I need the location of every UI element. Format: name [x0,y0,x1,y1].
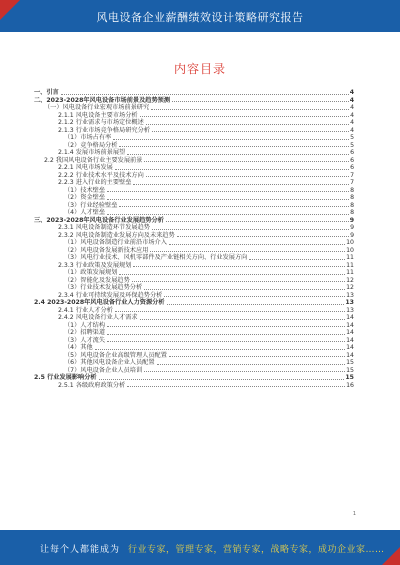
toc-entry-text: （1）人才结构 [64,321,106,329]
toc-entry[interactable] [34,202,354,210]
toc-entry-page: 8 [350,194,354,201]
red-corner-bottom [382,547,400,565]
toc-entry-page: 8 [350,209,354,216]
toc-leader-dots [107,325,345,327]
toc-entry[interactable] [34,344,354,352]
toc-leader-dots [151,108,349,110]
toc-entry-text: 2.1.4 发展市场前景展望 [58,149,126,156]
toc-entry-page: 9 [350,231,354,239]
toc-entry-page: 16 [346,381,354,389]
toc-entry[interactable] [34,314,354,322]
toc-entry-page: 7 [350,179,354,186]
toc-heading: 内容目录 [173,62,226,76]
toc-leader-dots [144,160,349,162]
toc-entry-text: 2.2 我国风电设备行业主要发展前景 [44,156,143,164]
toc-leader-dots [132,280,345,282]
toc-entry[interactable] [34,104,354,112]
toc-entry-text: 2.1.2 行业需求与市场定位概述 [58,119,144,126]
toc-leader-dots [249,258,345,260]
toc-leader-dots [107,333,345,335]
toc-entry[interactable] [34,209,354,217]
toc-entry[interactable] [34,284,354,292]
toc-leader-dots [167,303,345,305]
toc-entry[interactable] [34,307,354,315]
toc-entry-text: 2.5.1 各级政府政策分析 [58,381,126,389]
toc-entry[interactable] [34,239,354,247]
toc-entry-text: （4）人才壁垒 [64,209,106,216]
toc-entry[interactable] [34,89,354,97]
toc-entry-text: 2.1.3 行业市场竞争格局研究分析 [58,126,150,134]
toc-entry-text: 2.2.1 风电市场发展 [58,164,113,171]
toc-leader-dots [169,355,345,357]
toc-entry-text: 2.4.2 风电设备行业人才需求 [58,314,138,321]
toc-entry-page: 13 [346,306,354,314]
toc-entry[interactable] [34,119,354,127]
toc-leader-dots [127,385,345,387]
toc-entry-text: 2.4.1 行业人才分析 [58,306,113,314]
toc-leader-dots [107,198,349,200]
toc-entry-page: 4 [350,104,354,111]
toc-leader-dots [113,138,349,140]
header-bar [0,0,400,32]
toc-entry-text: 一、引言 [34,89,59,96]
toc-leader-dots [140,318,346,320]
toc-entry-text: （5）风电设备企业高级管理人员配置 [64,351,167,359]
toc-entry-text: （1）市场占有率 [64,134,112,141]
toc-entry[interactable] [34,157,354,165]
toc-leader-dots [133,265,345,267]
footer-slogan-left: 让每个人都能成为 [40,545,121,555]
toc-leader-dots [115,310,345,312]
toc-entry-page: 6 [350,149,354,156]
toc-entry-text: （2）竞争格局分析 [64,141,118,149]
toc-entry-text: （2）招聘渠道 [64,329,106,336]
footer-slogan-right: 行业专家，管理专家，营销专家，战略专家，成功企业家…… [128,545,385,555]
toc-entry-page: 4 [350,111,354,119]
toc-entry[interactable] [34,374,354,382]
toc-entry-text: 三、2023-2028年风电设备行业发展趋势分析 [34,216,164,224]
toc-leader-dots [107,340,345,342]
toc-entry[interactable] [34,329,354,337]
toc-entry[interactable] [34,194,354,202]
toc-leader-dots [61,93,349,95]
toc-entry-page: 14 [346,351,354,359]
toc-entry[interactable] [34,187,354,195]
toc-entry[interactable] [34,142,354,150]
toc-entry-page: 15 [345,374,354,381]
toc-entry[interactable] [34,262,354,270]
toc-entry[interactable] [34,164,354,172]
toc-entry[interactable] [34,359,354,367]
toc-entry[interactable] [34,127,354,135]
toc-entry-text: 二、2023-2028年风电设备市场前景及趋势预测 [34,96,171,104]
toc-entry-text: （3）行业经验壁垒 [64,201,118,209]
toc-entry-page: 14 [346,336,354,344]
toc-leader-dots [115,168,349,170]
toc-entry-text: 2.3.3 行业政策及发展规划 [58,261,132,269]
toc-entry-text: （4）其他 [64,344,93,351]
toc-entry[interactable] [34,97,354,105]
toc-entry-text: （2）智能化及发展趋势 [64,276,130,284]
toc-entry[interactable] [34,322,354,330]
toc-leader-dots [157,363,346,365]
toc-leader-dots [140,115,349,117]
toc-entry-page: 6 [350,156,354,164]
toc-leader-dots [146,175,349,177]
toc-entry-page: 4 [350,119,354,126]
toc-entry-page: 12 [346,284,354,291]
toc-leader-dots [177,235,349,237]
toc-leader-dots [95,348,345,350]
toc-entry-page: 14 [346,314,354,321]
toc-entry-text: 2.3.1 风电设备制造环节发展趋势 [58,224,150,231]
toc-entry-page: 11 [346,269,354,276]
toc-entry[interactable] [34,232,354,240]
toc-entry[interactable] [34,337,354,345]
toc-leader-dots [164,295,345,297]
toc-entry-page: 7 [350,171,354,179]
page-marker: 1 [352,511,356,517]
toc-entry-page: 15 [346,359,354,366]
toc-entry-page: 6 [350,164,354,171]
toc-entry[interactable] [34,149,354,157]
toc-entry[interactable] [34,179,354,187]
toc-entry[interactable] [34,217,354,225]
toc-leader-dots [107,213,349,215]
toc-entry-text: （1）政策发展规划 [64,269,118,276]
toc-entry[interactable] [34,112,354,120]
toc-entry-page: 10 [346,246,354,254]
toc-entry-page: 5 [350,141,354,149]
toc-entry-page: 4 [349,96,354,104]
toc-entry-page: 13 [345,299,354,306]
toc-entry-page: 15 [346,366,354,374]
toc-entry-page: 11 [346,254,354,261]
toc-entry[interactable] [34,277,354,285]
toc-entry[interactable] [34,172,354,180]
toc-entry-page: 8 [350,201,354,209]
toc-entry-page: 11 [346,261,354,269]
toc-entry-text: （3）人才流失 [64,336,106,344]
toc-leader-dots [172,100,349,102]
toc-entry[interactable] [34,382,354,390]
toc-entry-text: 2.3.2 风电设备制造业发展方向及未来趋势 [58,231,175,239]
toc-entry-page: 12 [346,276,354,284]
toc-entry-page: 13 [346,291,354,299]
toc-entry[interactable] [34,224,354,232]
toc-entry-text: （2）资金壁垒 [64,194,106,201]
footer-bar [0,530,400,565]
toc-entry[interactable] [34,247,354,255]
toc-entry-text: 2.1.1 风电设备主要市场分析 [58,111,138,119]
toc-entry-text: （7）风电设备企业人员培训 [64,366,143,374]
toc-leader-dots [144,288,345,290]
toc-leader-dots [127,153,349,155]
toc-entry-text: （1）风电设备制造行业前沿市场介入 [64,239,167,246]
toc-entry-page: 9 [349,216,354,224]
toc-entry[interactable] [34,292,354,300]
toc-leader-dots [119,205,349,207]
toc-entry-page: 14 [346,344,354,351]
toc-leader-dots [150,250,345,252]
toc-leader-dots [119,145,349,147]
toc-leader-dots [152,228,349,230]
toc-entry-text: （1）技术壁垒 [64,186,106,194]
toc-entry-text: （3）行业技术发展趋势分析 [64,284,143,291]
toc-entry-text: 2.4 2023-2028年风电设备行业人力资源分析 [34,299,165,306]
toc-entry[interactable] [34,299,354,307]
document-title: 风电设备企业薪酬绩效设计策略研究报告 [96,11,304,24]
toc-entry-text: （3）风电行业技术、风机零部件及产业链相关方向、行业发展方向 [64,254,248,261]
toc-entry-text: 2.5 行业发展影响分析 [34,374,97,381]
toc-entry[interactable] [34,254,354,262]
toc-entry-text: （6）其他风电设备企业人员配置 [64,359,155,366]
toc-leader-dots [169,243,345,245]
toc-leader-dots [166,220,349,222]
toc-leader-dots [146,123,349,125]
toc-entry-page: 4 [350,126,354,134]
toc-leader-dots [99,378,345,380]
toc-leader-dots [152,130,349,132]
toc-entry-page: 4 [349,89,354,96]
toc-entry-text: 2.2.2 行业技术水平及技术方向 [58,171,144,179]
toc-entry[interactable] [34,352,354,360]
toc-entry-text: （一）风电设备行业宏观市场前景研究 [44,104,150,111]
toc-entry-page: 10 [346,239,354,246]
toc-entry[interactable] [34,367,354,375]
toc-leader-dots [133,183,349,185]
toc-entry-page: 14 [346,329,354,336]
toc-entry[interactable] [34,269,354,277]
toc-leader-dots [107,190,349,192]
toc-entry-page: 5 [350,134,354,141]
toc-entry-page: 14 [346,321,354,329]
toc-entry-page: 9 [350,224,354,231]
table-of-contents [34,89,354,389]
toc-leader-dots [119,273,345,275]
toc-entry-page: 8 [350,186,354,194]
toc-entry-text: 2.2.3 进入行业的主要壁垒 [58,179,132,186]
toc-entry-text: 2.3.4 行业可持续发展及环保趋势分析 [58,291,163,299]
toc-entry[interactable] [34,134,354,142]
toc-entry-text: （2）风电设备发展新技术应用 [64,246,149,254]
toc-leader-dots [144,370,345,372]
